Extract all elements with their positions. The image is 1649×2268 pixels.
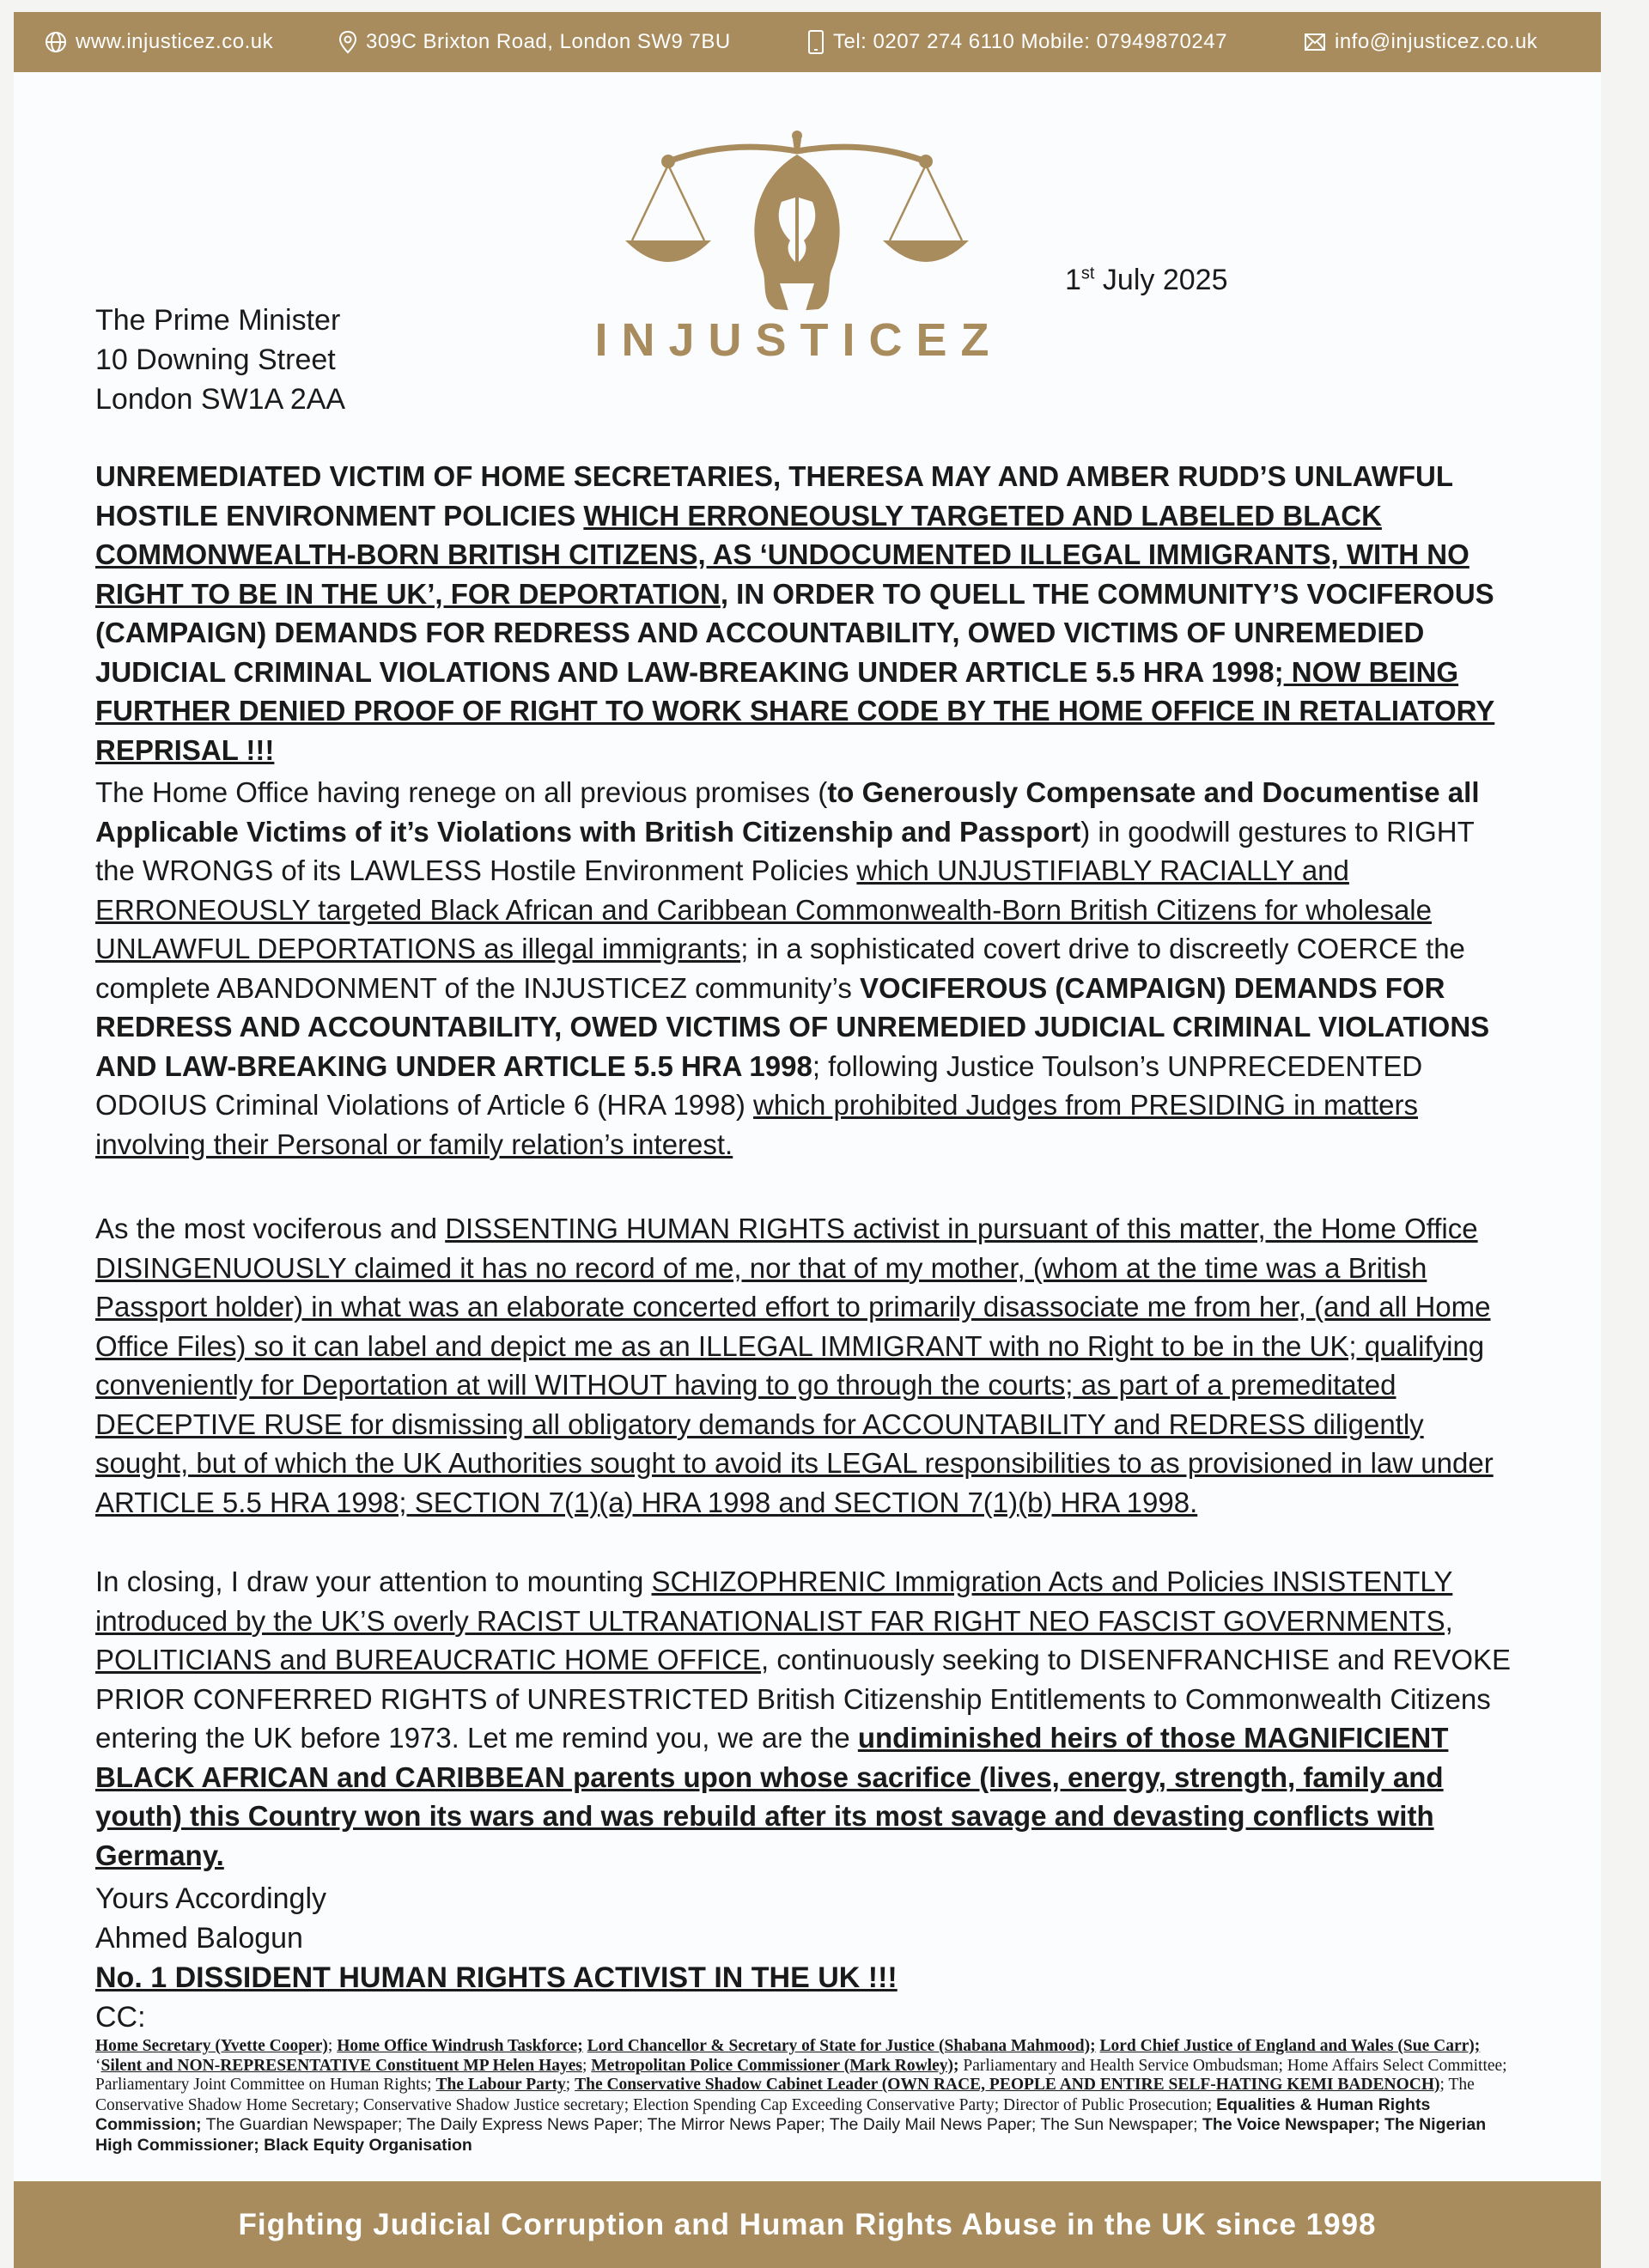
email-link[interactable]: info@injusticez.co.uk	[1335, 30, 1538, 53]
globe-icon	[45, 31, 67, 53]
address-item	[338, 30, 731, 54]
website-link[interactable]: www.injusticez.co.uk	[76, 30, 274, 53]
address-text: 309C Brixton Road, London SW9 7BU	[366, 30, 731, 53]
recipient-line: The Prime Minister	[95, 304, 341, 337]
footer-tagline: Fighting Judicial Corruption and Human Rights Abuse in the UK since 1998	[14, 2181, 1601, 2268]
envelope-icon	[1304, 33, 1326, 52]
closing-line: Yours Accordingly	[95, 1882, 327, 1915]
paragraph-3: In closing, I draw your attention to mounting SCHIZOPHRENIC Immigration Acts and Policies INSISTENTLY introduced by the UK’S overly RACIST ULTRANATIONALIST FAR RIGHT NEO FASCIST GOVERNMENTS, POLITICIANS and BUREAUCRATIC HOME OFFICE, continuously seeking to DISENFRANCHISE and REVOKE PRIOR CONFERRED RIGHTS of UNRESTRICTED British Citizenship Entitlements to Commonwealth Citizens entering the UK before 1973. Let me remind you, we are the undiminished heirs of those MAGNIFICIENT BLACK AFRICAN and CARIBBEAN parents upon whose sacrifice (lives, energy, strength, family and youth) this Country won its wars and was rebuild after its most savage and devasting conflicts with Germany.	[95, 1566, 1512, 1871]
website-item[interactable]	[45, 30, 273, 54]
location-pin-icon	[338, 30, 357, 54]
cc-label: CC:	[95, 2001, 146, 2034]
letter-heading: UNREMEDIATED VICTIM OF HOME SECRETARIES, THERESA MAY AND AMBER RUDD’S UNLAWFUL HOSTILE ENVIRONMENT POLICIES WHICH ERRONEOUSLY TARGETED AND LABELED BLACK COMMONWEALTH-BORN BRITISH CITIZENS, AS ‘UNDOCUMENTED ILLEGAL IMMIGRANTS, WITH NO RIGHT TO BE IN THE UK’, FOR DEPORTATION, IN ORDER TO QUELL THE COMMUNITY’S VOCIFEROUS (CAMPAIGN) DEMANDS FOR REDRESS AND ACCOUNTABILITY, OWED VICTIMS OF UNREMEDIED JUDICIAL CRIMINAL VIOLATIONS AND LAW-BREAKING UNDER ARTICLE 5.5 HRA 1998; NOW BEING FURTHER DENIED PROOF OF RIGHT TO WORK SHARE CODE BY THE HOME OFFICE IN RETALIATORY REPRISAL !!!	[95, 460, 1495, 766]
signoff	[95, 1879, 898, 2037]
brand-name: INJUSTICEZ	[594, 314, 1003, 366]
email-item[interactable]	[1304, 30, 1537, 54]
phone-item[interactable]	[807, 29, 1227, 55]
paragraph-2: As the most vociferous and DISSENTING HUMAN RIGHTS activist in pursuant of this matter, the Home Office DISINGENUOUSLY claimed it has no record of me, nor that of my mother, (whom at the time was a British Passport holder) in what was an elaborate concerted effort to primarily disassociate me from her, (and all Home Office Files) so it can label and depict me as an ILLEGAL IMMIGRANT with no Right to be in the UK; qualifying conveniently for Deportation at will WITHOUT having to go through the courts; as part of a premeditated DECEPTIVE RUSE for dismissing all obligatory demands for ACCOUNTABILITY and REDRESS diligently sought, but of which the UK Authorities sought to avoid its LEGAL responsibilities to as provisioned in law under ARTICLE 5.5 HRA 1998; SECTION 7(1)(a) HRA 1998 and SECTION 7(1)(b) HRA 1998.	[95, 1213, 1494, 1518]
letterhead-contact-bar	[14, 12, 1601, 72]
paragraph-1: The Home Office having renege on all previous promises (to Generously Compensate and Documentise all Applicable Victims of it’s Violations with British Citizenship and Passport) in goodwill gestures to RIGHT the WRONGS of its LAWLESS Hostile Environment Policies which UNJUSTIFIABLY RACIALLY and ERRONEOUSLY targeted Black African and Caribbean Commonwealth-Born British Citizens for wholesale UNLAWFUL DEPORTATIONS as illegal immigrants; in a sophisticated covert drive to discreetly COERCE the complete ABANDONMENT of the INJUSTICEZ community’s VOCIFEROUS (CAMPAIGN) DEMANDS FOR REDRESS AND ACCOUNTABILITY, OWED VICTIMS OF UNREMEDIED JUDICIAL CRIMINAL VIOLATIONS AND LAW-BREAKING UNDER ARTICLE 5.5 HRA 1998; following Justice Toulson’s UNPRECEDENTED ODOIUS Criminal Violations of Article 6 (HRA 1998) which prohibited Judges from PRESIDING in matters involving their Personal or family relation’s interest.	[95, 776, 1490, 1160]
recipient-line: 10 Downing Street	[95, 344, 336, 376]
signatory-name: Ahmed Balogun	[95, 1922, 303, 1955]
phone-text[interactable]: Tel: 0207 274 6110 Mobile: 07949870247	[833, 30, 1227, 53]
recipient-line: London SW1A 2AA	[95, 383, 346, 416]
letter-date: 1st July 2025	[1065, 264, 1228, 296]
signatory-title: No. 1 DISSIDENT HUMAN RIGHTS ACTIVIST IN THE UK !!!	[95, 1961, 898, 1994]
cc-recipients: Home Secretary (Yvette Cooper); Home Office Windrush Taskforce; Lord Chancellor & Secretary of State for Justice (Shabana Mahmood); Lord Chief Justice of England and Wales (Sue Carr); ‘Silent and NON-REPRESENTATIVE Constituent MP Helen Hayes; Metropolitan Police Commissioner (Mark Rowley); Parliamentary and Health Service Ombudsman; Home Affairs Select Committee; Parliamentary Joint Committee on Human Rights; The Labour Party; The Conservative Shadow Cabinet Leader (OWN RACE, PEOPLE AND ENTIRE SELF-HATING KEMI BADENOCH); The Conservative Shadow Home Secretary; Conservative Shadow Justice secretary; Election Spending Cap Exceeding Conservative Party; Director of Public Prosecution; Equalities & Human Rights Commission; The Guardian Newspaper; The Daily Express News Paper; The Mirror News Paper; The Daily Mail News Paper; The Sun Newspaper; The Voice Newspaper; The Nigerian High Commissioner; Black Equity Organisation	[95, 2037, 1507, 2155]
recipient-address	[95, 301, 345, 419]
mobile-phone-icon	[807, 29, 824, 55]
